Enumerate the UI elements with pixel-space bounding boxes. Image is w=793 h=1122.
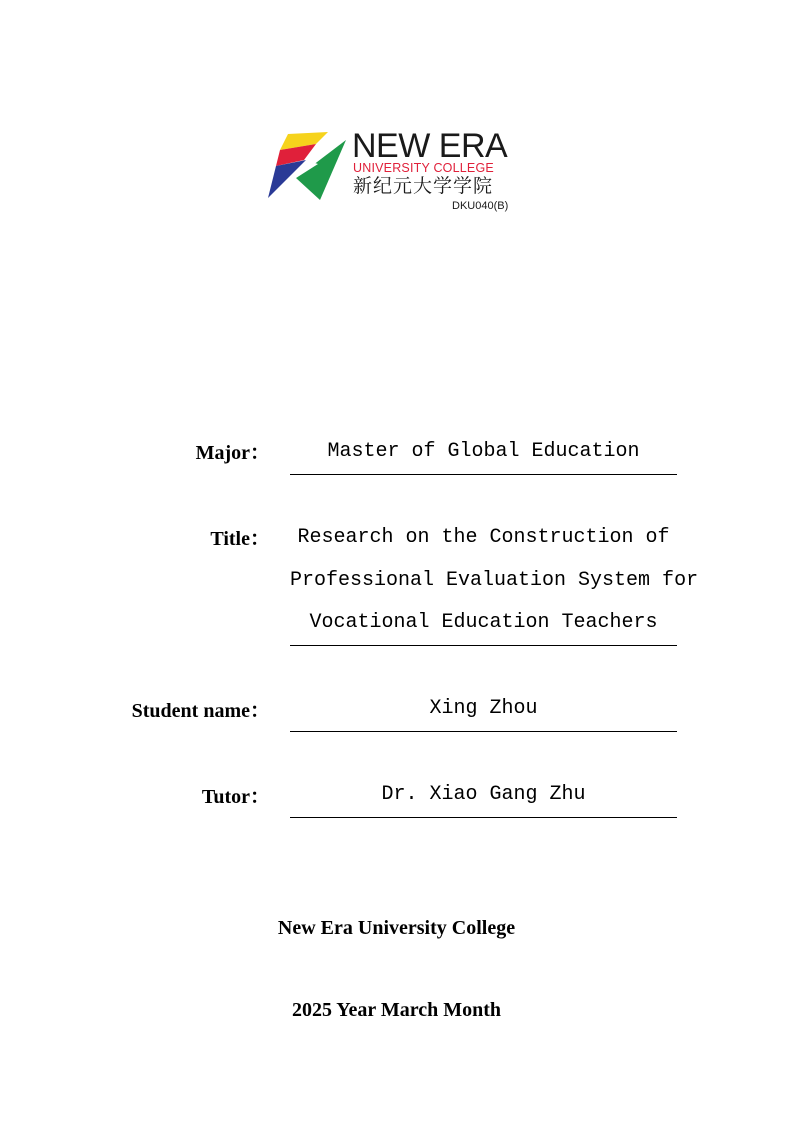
submission-date: 2025 Year March Month [291, 999, 502, 1021]
new-era-logo-mark-icon [266, 130, 348, 202]
university-logo [266, 128, 526, 220]
title-line-3: Vocational Education Teachers [309, 611, 658, 634]
tutor-value-field [290, 774, 677, 818]
logo-name-subtitle: UNIVERSITY COLLEGE [353, 161, 494, 175]
title-label: Title： [210, 528, 270, 550]
title-line-1: Research on the Construction of [297, 526, 670, 549]
logo-name-chinese: 新纪元大学学院 [353, 175, 494, 197]
logo-name-english: NEW ERA [352, 127, 508, 165]
major-value-field [290, 431, 677, 475]
major-label: Major： [195, 442, 270, 464]
title-line-2: Professional Evaluation System for [290, 568, 699, 592]
title-value-field [290, 517, 699, 646]
tutor-label: Tutor： [201, 786, 270, 808]
student-name-label: Student name： [131, 700, 270, 722]
logo-code: DKU040(B) [452, 200, 509, 212]
logo-wordmark [352, 128, 526, 220]
major-value: Master of Global Education [327, 440, 640, 463]
student-name-value: Xing Zhou [429, 697, 538, 720]
student-name-value-field [290, 688, 677, 732]
tutor-value: Dr. Xiao Gang Zhu [381, 783, 586, 806]
institution-name: New Era University College [277, 917, 516, 939]
